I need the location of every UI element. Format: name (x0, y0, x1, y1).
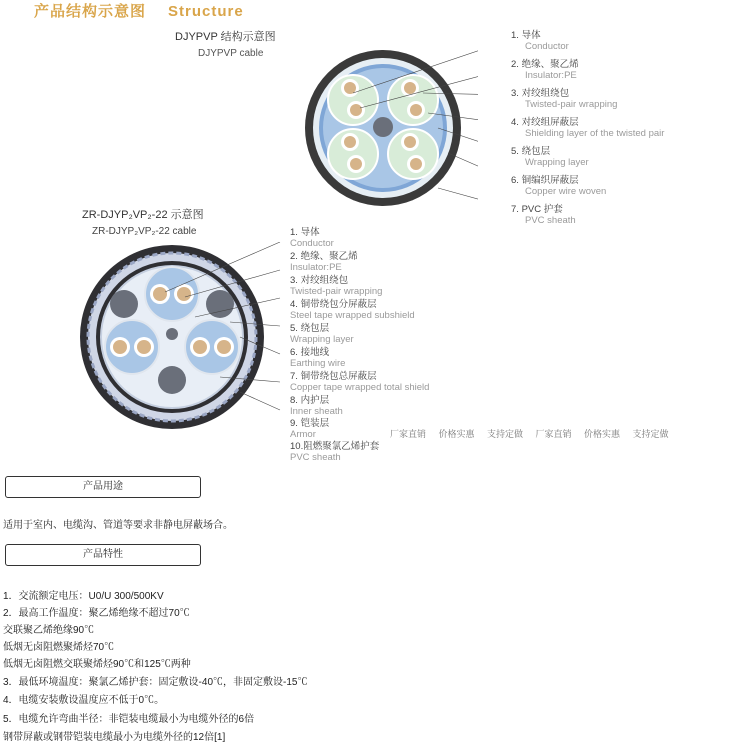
feature-line-5: 低烟无卤阻燃交联聚烯烃90℃和125℃两种 (3, 659, 191, 670)
twisted-pair-unit-2 (105, 320, 159, 374)
center-filler (373, 117, 393, 137)
diagram2-label-7: 7. 铜带绕包总屏蔽层 Copper tape wrapped total shield (290, 371, 430, 393)
center-filler (166, 328, 178, 340)
diagram2-caption-zh: ZR-DJYP₂VP₂-22 示意图 (82, 209, 204, 221)
twisted-pair-unit-1 (145, 267, 199, 321)
diagram1-label-4: 4. 对绞组屏蔽层 Shielding layer of the twisted pair (511, 117, 665, 139)
diagram2-label-4: 4. 铜带绕包分屏蔽层 Steel tape wrapped subshield (290, 299, 415, 321)
feature-line-3: 交联聚乙烯绝缘90℃ (3, 625, 95, 636)
twisted-pair-group-1 (328, 75, 378, 125)
diagram1-label-6: 6. 铜编织屏蔽层 Copper wire woven (511, 175, 607, 197)
diagram2-label-2: 2. 绝缘、聚乙烯 Insulator:PE (290, 251, 358, 273)
feature-line-6: 3．最低环境温度：聚氯乙烯护套：固定敷设-40℃，非固定敷设-15℃ (3, 677, 308, 688)
diagram2-label-5: 5. 绕包层 Wrapping layer (290, 323, 354, 345)
usage-text: 适用于室内、电缆沟、管道等要求非静电屏蔽场合。 (3, 520, 233, 531)
twisted-pair-group-4 (388, 129, 438, 179)
earthing-wire-1 (110, 290, 138, 318)
diagram2-label-9: 9. 铠装层 Armor (290, 418, 330, 440)
diagram1-caption-zh: DJYPVP 结构示意图 (175, 31, 276, 43)
twisted-pair-group-3 (328, 129, 378, 179)
diagram1-cable-cross-section (288, 48, 478, 208)
usage-section-title: 产品用途 (5, 476, 201, 498)
diagram1-caption-en: DJYPVP cable (198, 48, 264, 59)
twisted-pair-group-2 (388, 75, 438, 125)
feature-line-4: 低烟无卤阻燃聚烯烃70℃ (3, 642, 115, 653)
feature-line-7: 4．电缆安装敷设温度应不低于0℃。 (3, 695, 165, 706)
diagram2-label-10: 10.阻燃聚氯乙烯护套 PVC sheath (290, 441, 380, 463)
diagram1-label-1: 1. 导体 Conductor (511, 30, 569, 52)
diagram1-label-7: 7. PVC 护套 PVC sheath (511, 204, 576, 226)
diagram1-label-5: 5. 绕包层 Wrapping layer (511, 146, 589, 168)
header-title-en: Structure (168, 3, 244, 20)
diagram2-caption-en: ZR-DJYP₂VP₂-22 cable (92, 226, 197, 237)
diagram1-label-2: 2. 绝缘、聚乙烯 Insulator:PE (511, 59, 579, 81)
header-title-zh: 产品结构示意图 (34, 3, 147, 20)
feature-line-2: 2．最高工作温度：聚乙烯绝缘不超过70℃ (3, 608, 190, 619)
promo-watermark-text: 厂家直销 价格实惠 支持定做 厂家直销 价格实惠 支持定做 (390, 429, 669, 439)
earthing-wire-3 (158, 366, 186, 394)
feature-line-1: 1．交流额定电压：U0/U 300/500KV (3, 591, 164, 602)
product-info-section (0, 466, 750, 750)
diagram2-label-8: 8. 内护层 Inner sheath (290, 395, 343, 417)
diagram2-cable-cross-section (80, 242, 290, 437)
diagram1-label-3: 3. 对绞组绕包 Twisted-pair wrapping (511, 88, 618, 110)
diagram2-label-3: 3. 对绞组绕包 Twisted-pair wrapping (290, 275, 383, 297)
section-header (34, 0, 244, 21)
diagram2-label-1: 1. 导体 Conductor (290, 227, 334, 249)
diagram2-label-6: 6. 接地线 Earthing wire (290, 347, 346, 369)
feature-line-8: 5．电缆允许弯曲半径：非铠装电缆最小为电缆外径的6倍 (3, 714, 255, 725)
feature-line-9: 钢带屏蔽或钢带铠装电缆最小为电缆外径的12倍[1] (3, 732, 226, 743)
features-section-title: 产品特性 (5, 544, 201, 566)
twisted-pair-unit-3 (185, 320, 239, 374)
